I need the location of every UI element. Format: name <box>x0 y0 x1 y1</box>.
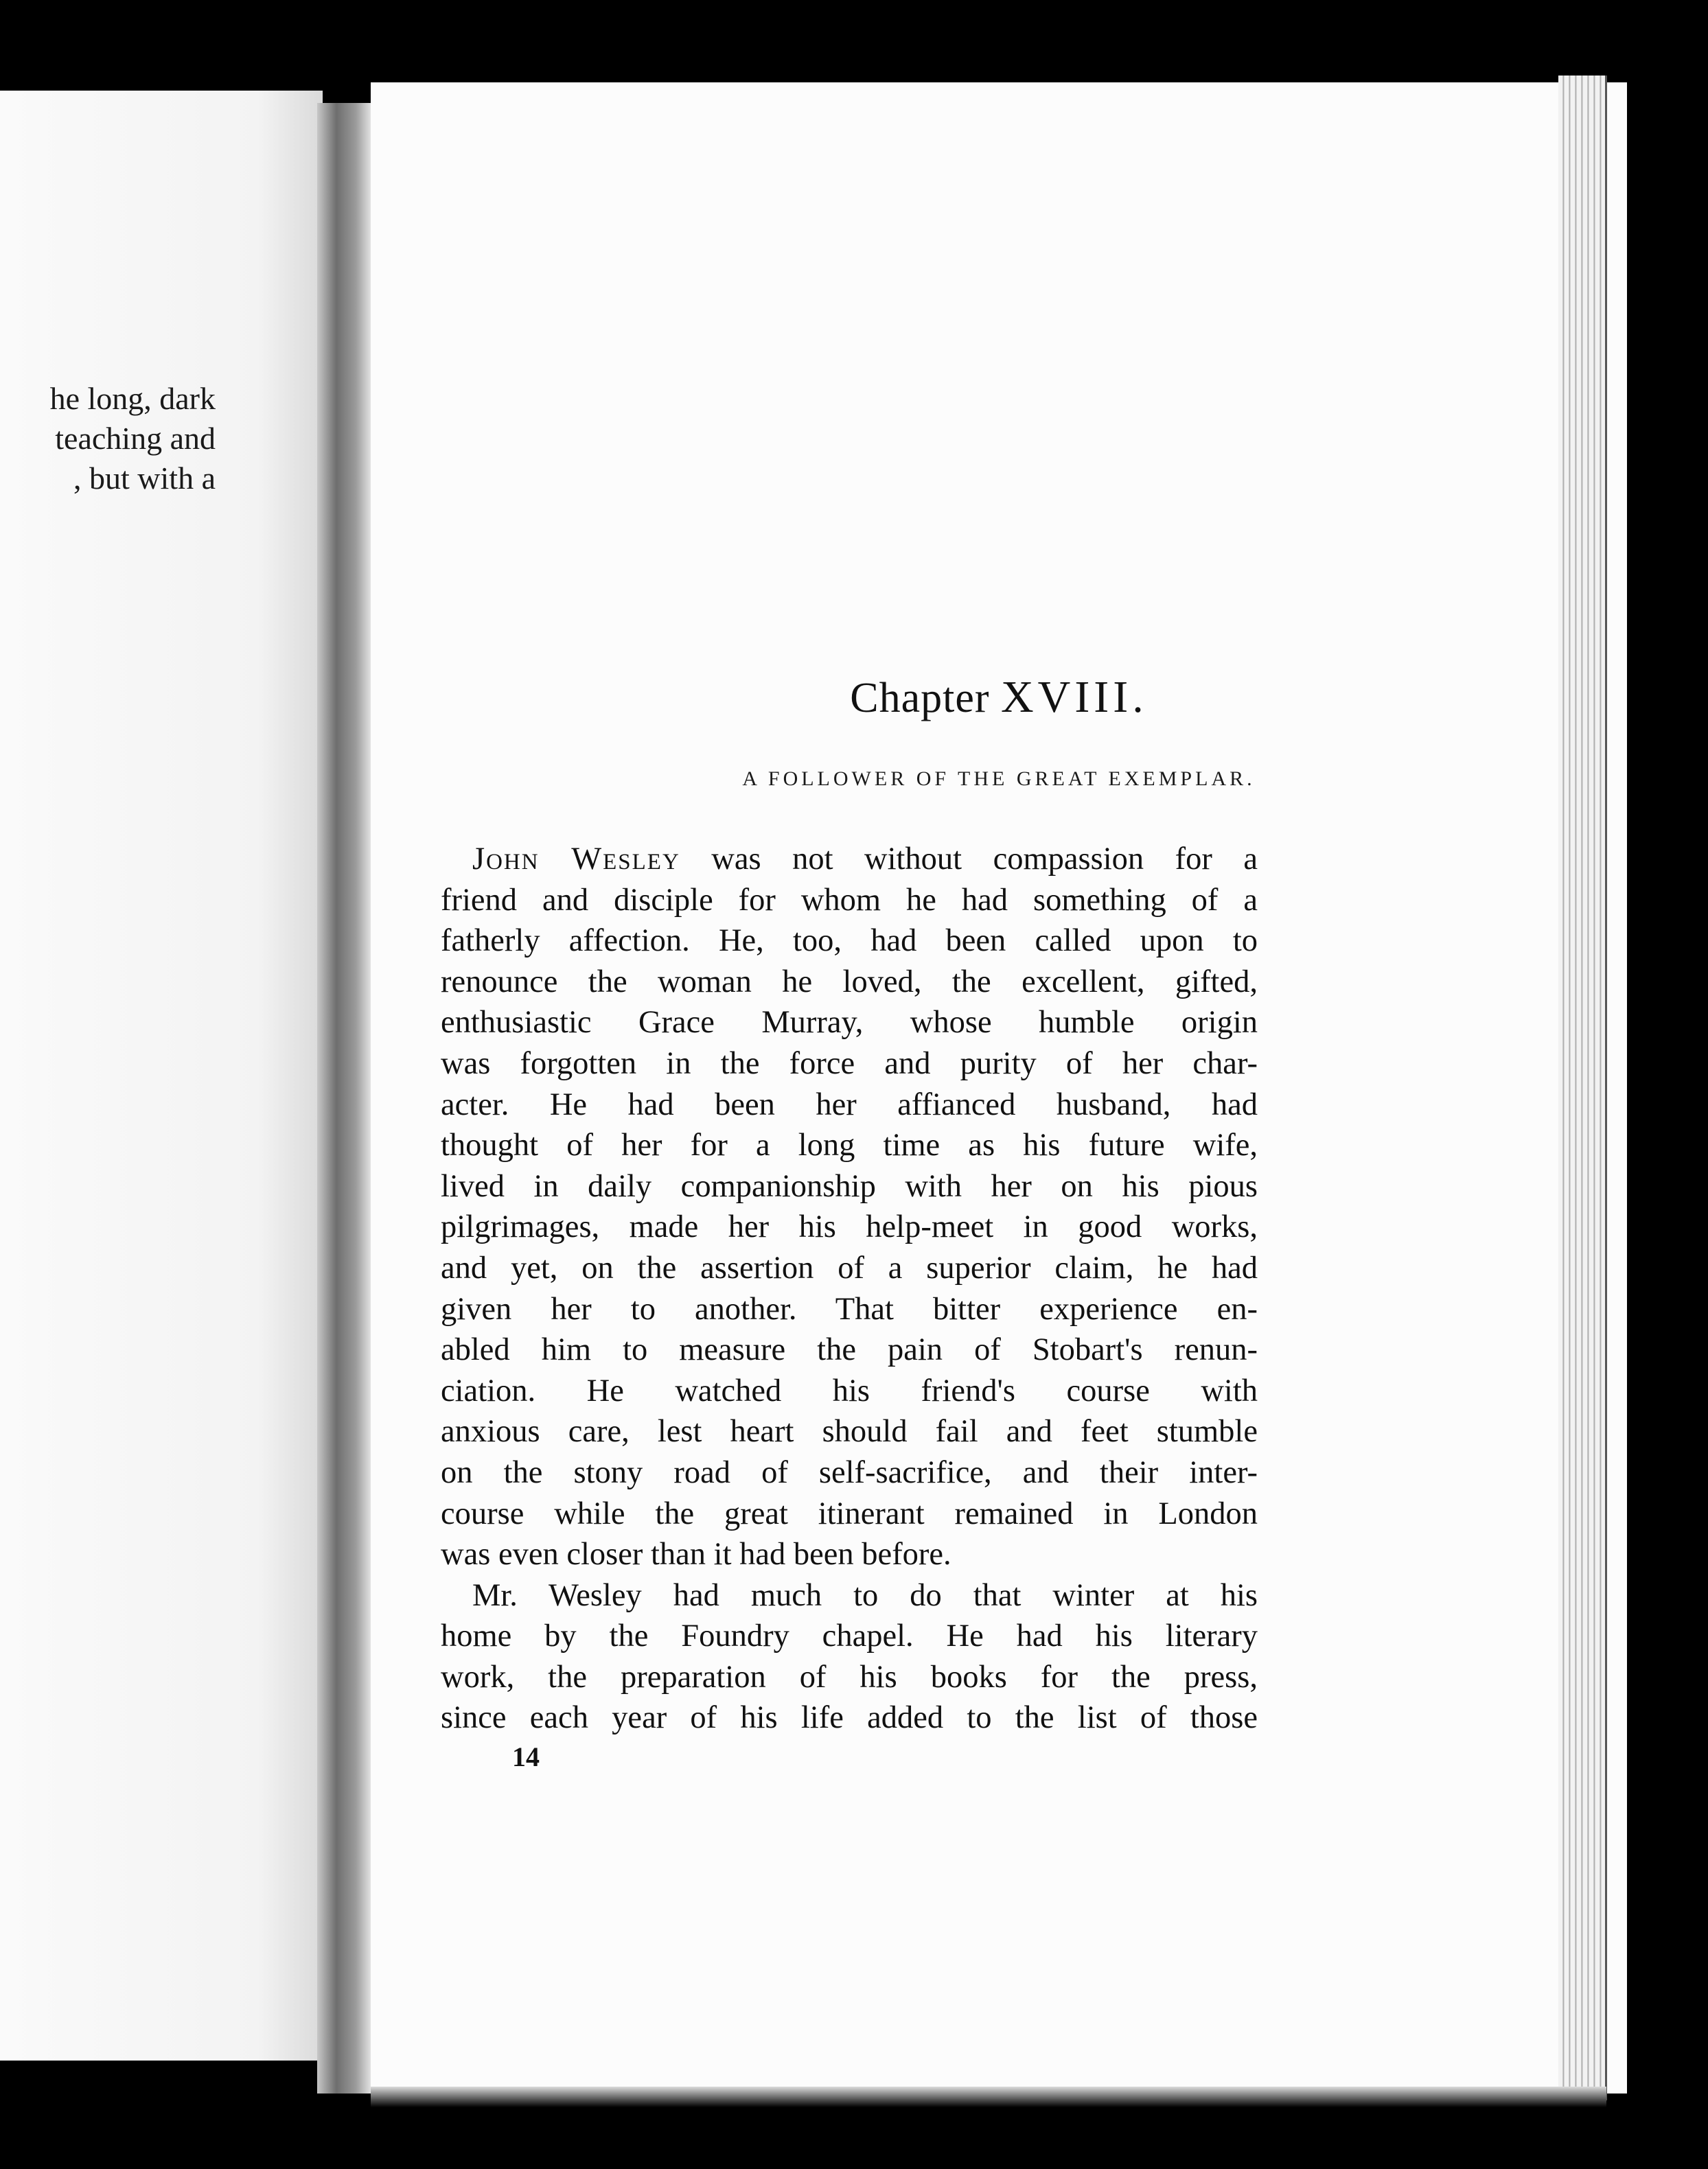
page-number: 14 <box>512 1741 540 1772</box>
paragraph-line: since each year of his life added to the list of those <box>441 1700 1258 1736</box>
lead-name: John Wesley <box>472 842 680 877</box>
paragraph-line: work, the preparation of his books for the press, <box>441 1659 1258 1695</box>
left-page <box>0 91 323 2061</box>
paragraph-line: pilgrimages, made her his help-meet in good works, <box>441 1209 1258 1245</box>
chapter-label: Chapter <box>850 675 990 721</box>
left-page-line: he long, dark <box>49 381 216 416</box>
paragraph-line: course while the great itinerant remained in London <box>441 1496 1258 1531</box>
chapter-number: XVIII. <box>1001 672 1148 722</box>
paragraph-line: and yet, on the assertion of a superior claim, he had <box>441 1250 1258 1286</box>
paragraph-line: lived in daily companionship with her on his pious <box>441 1168 1258 1204</box>
body-text <box>441 839 1258 1739</box>
page-edges <box>1558 76 1607 2100</box>
paragraph-line: Mr. Wesley had much to do that winter at his <box>472 1577 1258 1613</box>
paragraph-line: abled him to measure the pain of Stobart's renun- <box>441 1332 1258 1368</box>
paragraph-line: anxious care, lest heart should fail and feet stumble <box>441 1414 1258 1450</box>
paragraph-line: renounce the woman he loved, the excellent, gifted, <box>441 964 1258 999</box>
paragraph-line: on the stony road of self-sacrifice, and their inter- <box>441 1454 1258 1490</box>
line-rest: was not without compassion for a <box>680 842 1258 877</box>
paragraph-line: ciation. He watched his friend's course with <box>441 1373 1258 1408</box>
paragraph-line: friend and disciple for whom he had something of a <box>441 882 1258 918</box>
left-page-line: teaching and <box>55 421 216 456</box>
paragraph-line: home by the Foundry chapel. He had his literary <box>441 1619 1258 1654</box>
paragraph-line: fatherly affection. He, too, had been called upon to <box>441 923 1258 959</box>
left-page-text <box>0 379 216 498</box>
paragraph-line: acter. He had been her affianced husband, had <box>441 1087 1258 1122</box>
book-gutter <box>317 103 372 2093</box>
bottom-shadow <box>371 2087 1606 2107</box>
paragraph-line <box>441 839 1258 880</box>
chapter-subtitle: A FOLLOWER OF THE GREAT EXEMPLAR. <box>742 767 1256 790</box>
paragraph-line: was forgotten in the force and purity of her char- <box>441 1045 1258 1081</box>
chapter-title <box>371 671 1627 723</box>
paragraph-line: enthusiastic Grace Murray, whose humble origin <box>441 1005 1258 1041</box>
left-page-line: , but with a <box>73 461 216 496</box>
paragraph-line: thought of her for a long time as his future wife, <box>441 1128 1258 1163</box>
paragraph-line: was even closer than it had been before. <box>441 1537 951 1573</box>
paragraph-line: given her to another. That bitter experience en- <box>441 1291 1258 1327</box>
